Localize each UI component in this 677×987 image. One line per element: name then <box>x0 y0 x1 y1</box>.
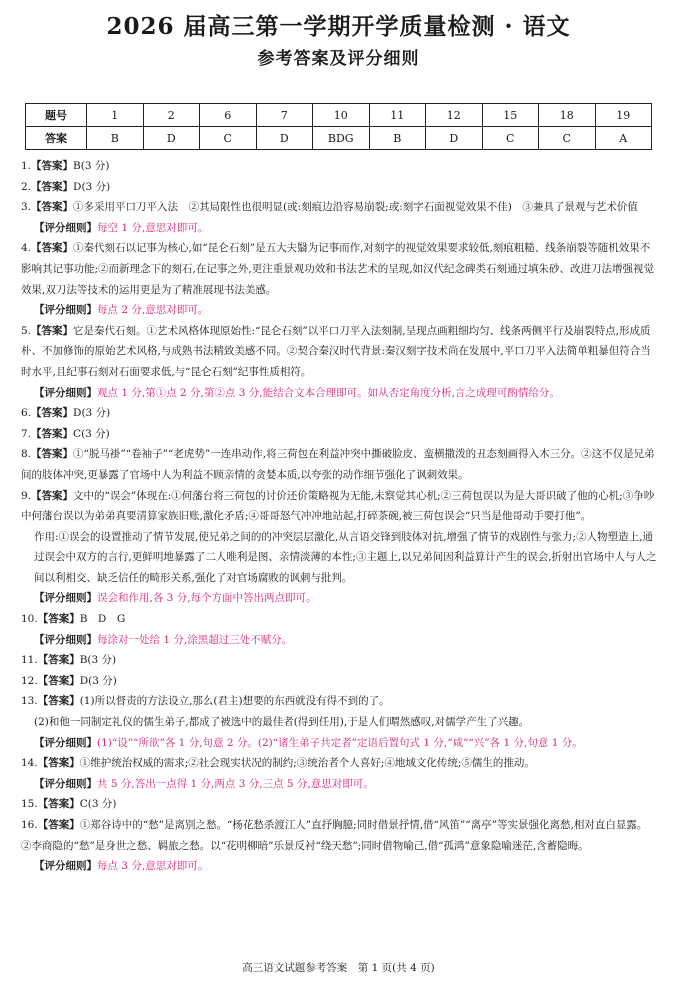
answer-label: 【答案】 <box>37 674 80 687</box>
question-number-cell: 18 <box>539 104 596 127</box>
answer-text: B(3 分) <box>73 160 110 172</box>
question-15 <box>21 794 657 815</box>
question-number: 13. <box>21 695 38 708</box>
question-number: 2. <box>21 180 32 193</box>
answer-text: C(3 分) <box>79 798 117 811</box>
scoring-text: 观点 1 分,第①点 2 分,第②点 3 分,能结合文本合理即可。如从否定角度分析,言之成理可酌情给分。 <box>97 386 560 399</box>
answer-label: 【答案】 <box>31 242 74 255</box>
answer-cell: C <box>482 127 539 150</box>
scoring-label: 【评分细则】 <box>34 386 97 399</box>
answer-label: 【答案】 <box>31 160 74 172</box>
question-number: 1. <box>21 160 32 172</box>
answer-text: ①秦代刻石以记事为核心,如“昆仑石刻”是五大夫翳为记事而作,对刻字的视觉效果要求较低,刻痕粗糙、线条崩裂等随机效果不影响其记事功能;②而新理念下的刻石,在记事之外,更注重景观功效和书法艺术的呈现,如汉代纪念碑类石刻通过填朱砂、改进刀法增强视觉效果,双刀法等技术的运用更是为了精准展现书法美感。 <box>21 242 655 296</box>
question-11 <box>21 650 657 671</box>
question-9 <box>21 486 657 527</box>
question-number-cell: 10 <box>313 104 370 127</box>
answer-label: 【答案】 <box>37 695 80 708</box>
question-number-cell: 7 <box>256 104 313 127</box>
answer-cell: D <box>426 127 483 150</box>
scoring-4 <box>21 300 657 321</box>
scoring-text: 每点 3 分,意思对即可。 <box>97 860 209 873</box>
question-number: 15. <box>21 798 38 811</box>
scoring-text: 每空 1 分,意思对即可。 <box>97 221 209 234</box>
answer-text: (1)所以督责的方法设立,那么(君主)想要的东西就没有得不到的了。 <box>79 695 390 708</box>
answer-cell: BDG <box>313 127 370 150</box>
scoring-text: 共 5 分,答出一点得 1 分,两点 3 分,三点 5 分,意思对即可。 <box>97 777 374 790</box>
question-number-cell: 15 <box>482 104 539 127</box>
scoring-label: 【评分细则】 <box>34 633 97 646</box>
answer-cell: C <box>539 127 596 150</box>
answer-text: 文中的“误会”体现在:①何藩台将三荷包的讨价还价策略视为无能,未察觉其心机;②三荷包误以为是大哥识破了他的心机;③争吵中何藩台误以为弟弟真要清算家族旧账,激化矛盾;④哥哥怒气冲冲地站起,打碎茶碗,被三荷包误会“只当是他哥动手要打他”。 <box>21 489 655 523</box>
question-number: 9. <box>21 489 32 502</box>
question-8 <box>21 444 657 485</box>
row-label-answer: 答案 <box>26 127 87 150</box>
answer-label: 【答案】 <box>31 407 74 420</box>
scoring-10 <box>21 630 657 651</box>
answer-label: 【答案】 <box>37 819 80 831</box>
answer-cell: D <box>143 127 200 150</box>
row-label-number: 题号 <box>26 104 87 127</box>
question-number: 10. <box>21 613 38 626</box>
answer-label: 【答案】 <box>31 427 74 440</box>
answer-text: D(3 分) <box>79 674 117 687</box>
answer-content <box>21 156 657 877</box>
scoring-text: 误会和作用,各 3 分,每个方面中答出两点即可。 <box>97 592 317 605</box>
question-1 <box>21 156 657 177</box>
question-4 <box>21 238 657 300</box>
answer-13-part2: (2)和他一同制定礼仪的儒生弟子,都成了被选中的最佳者(得到任用),于是人们喟然感叹,对儒学产生了兴趣。 <box>34 716 530 729</box>
question-number: 4. <box>21 242 32 255</box>
question-number-cell: 19 <box>595 104 652 127</box>
question-number: 16. <box>21 819 38 831</box>
question-number: 3. <box>21 201 32 214</box>
answer-label: 【答案】 <box>37 613 80 626</box>
question-number: 7. <box>21 427 32 440</box>
scoring-label: 【评分细则】 <box>34 777 97 790</box>
answer-text: 它是秦代石刻。①艺术风格体现原始性:“昆仑石刻”以平口刀平入法刻制,呈现点画粗细均匀、线条两侧平行及崩裂特点,形成质朴、不加修饰的原始艺术风格,与成熟书法精致美感不同。②契合秦汉时代背景:秦汉刻字技术尚在发展中,平口刀平入法简单粗暴但符合当时水平,且纪事石刻对石面要求低,与“昆仑石刻”纪事性质相符。 <box>21 324 651 378</box>
scoring-label: 【评分细则】 <box>34 592 97 605</box>
question-3 <box>21 197 657 218</box>
scoring-label: 【评分细则】 <box>34 304 97 317</box>
question-number-cell: 12 <box>426 104 483 127</box>
table-row-numbers <box>26 104 652 127</box>
table-row-answers <box>26 127 652 150</box>
answer-text: B D G <box>79 613 126 626</box>
answer-text: D(3 分) <box>73 407 111 420</box>
answer-text: ①“脱马褂”“卷袖子”“老虎势”一连串动作,将三荷包在利益冲突中撕破脸皮、蛮横撒泼的丑态刻画得入木三分。②这不仅是兄弟间的肢体冲突,更暴露了官场中人为利益不顾亲情的贪婪本质,以夸张的动作细节强化了讽刺效果。 <box>21 448 655 481</box>
answer-label: 【答案】 <box>37 757 80 770</box>
answer-label: 【答案】 <box>31 324 74 337</box>
question-7 <box>21 424 657 445</box>
answer-text: ①多采用平口刀平入法 ②其局限性也很明显(或:刻痕边沿容易崩裂;或:刻字石面视觉效果不佳) ③兼具了景观与艺术价值 <box>73 201 638 214</box>
question-number: 11. <box>21 654 38 667</box>
question-number: 6. <box>21 407 32 420</box>
answer-cell: D <box>256 127 313 150</box>
answer-label: 【答案】 <box>31 489 74 502</box>
scoring-14 <box>21 774 657 795</box>
answer-table <box>25 103 652 150</box>
question-2 <box>21 177 657 198</box>
scoring-text: (1)“设”“所欲”各 1 分,句意 2 分。(2)“诸生弟子共定者”定语后置句式 1 分,“咸”“兴”各 1 分,句意 1 分。 <box>97 736 583 749</box>
answer-label: 【答案】 <box>31 201 74 214</box>
answer-label: 【答案】 <box>37 798 80 811</box>
document-subtitle: 参考答案及评分细则 <box>257 49 420 69</box>
question-number-cell: 11 <box>369 104 426 127</box>
question-number-cell: 6 <box>200 104 257 127</box>
question-5 <box>21 321 657 383</box>
question-14 <box>21 753 657 774</box>
scoring-label: 【评分细则】 <box>34 736 97 749</box>
question-number: 8. <box>21 448 32 461</box>
question-6 <box>21 403 657 424</box>
question-10 <box>21 609 657 630</box>
scoring-13 <box>21 733 657 754</box>
scoring-9 <box>21 588 657 609</box>
effect-9: 作用:①误会的设置推动了情节发展,使兄弟之间的的冲突层层激化,从言语交锋到肢体对抗,增强了情节的戏剧性与张力;②人物塑造上,通过误会中双方的言行,更鲜明地暴露了二人唯利是图、亲情淡薄的本性;③主题上,以兄弟间因利益算计产生的误会,折射出官场中人与人之间以利相交、缺乏信任的畸形关系,强化了对官场腐败的讽刺与批判。 <box>34 530 657 584</box>
answer-label: 【答案】 <box>37 654 80 667</box>
answer-cell: B <box>87 127 144 150</box>
answer-label: 【答案】 <box>31 448 74 461</box>
question-number: 14. <box>21 757 38 770</box>
scoring-16 <box>21 856 657 877</box>
question-13 <box>21 691 657 712</box>
answer-cell: C <box>200 127 257 150</box>
scoring-text: 每点 2 分,意思对即可。 <box>97 304 209 317</box>
answer-text: D(3 分) <box>73 180 111 193</box>
question-number-cell: 1 <box>87 104 144 127</box>
scoring-text: 每涂对一处给 1 分,涂黑超过三处不赋分。 <box>97 633 293 646</box>
scoring-5 <box>21 383 657 404</box>
scoring-3 <box>21 218 657 239</box>
answer-cell: A <box>595 127 652 150</box>
answer-label: 【答案】 <box>31 180 74 193</box>
answer-text: ①维护统治权威的需求;②社会现实状况的制约;③统治者个人喜好;④地域文化传统;⑤儒生的推动。 <box>79 757 535 770</box>
answer-text: C(3 分) <box>73 427 110 440</box>
answer-cell: B <box>369 127 426 150</box>
document-title: 2026 届高三第一学期开学质量检测 · 语文 <box>106 13 571 40</box>
question-16 <box>21 815 657 856</box>
page-footer: 高三语文试题参考答案 第 1 页(共 4 页) <box>242 962 435 974</box>
question-number: 5. <box>21 324 32 337</box>
answer-text: ①郑谷诗中的“愁”是离别之愁。“杨花愁杀渡江人”直抒胸臆;同时借景抒情,借“风笛”“离亭”等实景强化离愁,相对直白显露。②李商隐的“愁”是身世之愁、羁旅之愁。以“花明柳暗”乐景反衬“绕天愁”;同时借物喻己,借“孤鸿”意象隐喻迷茫,含蓄隐晦。 <box>21 819 648 852</box>
question-number-cell: 2 <box>143 104 200 127</box>
scoring-label: 【评分细则】 <box>34 860 97 873</box>
question-number: 12. <box>21 674 38 687</box>
answer-text: B(3 分) <box>79 654 117 667</box>
scoring-label: 【评分细则】 <box>34 221 97 234</box>
question-12 <box>21 671 657 692</box>
